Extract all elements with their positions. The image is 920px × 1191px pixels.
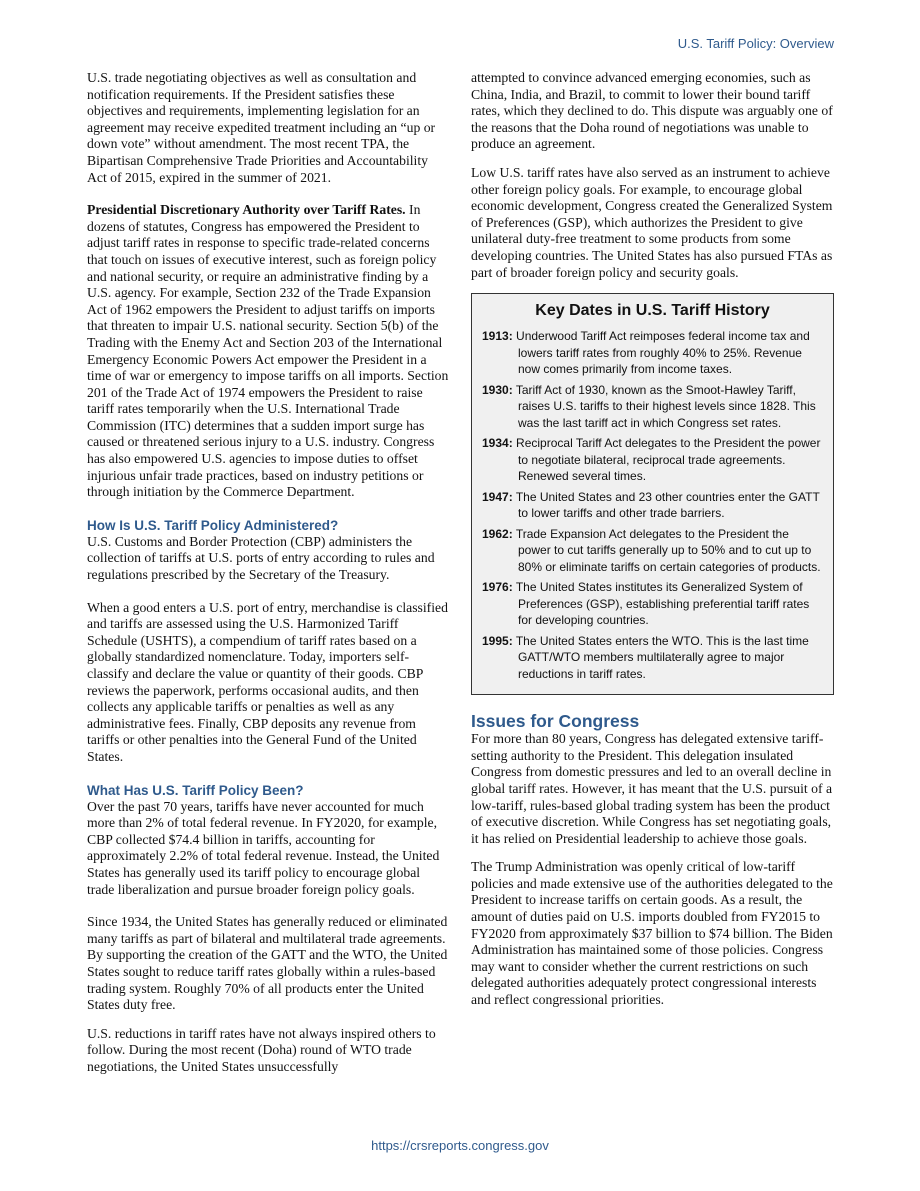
key-date-year: 1962:	[482, 526, 513, 541]
heading-administered: How Is U.S. Tariff Policy Administered?	[87, 517, 339, 533]
paragraph-cbp: U.S. Customs and Border Protection (CBP) administers the collection of tariffs at U.S. ports of entry according to rules and regulations prescribed by the Secretary of the Treasury.	[87, 533, 435, 583]
key-date-text: Underwood Tariff Act reimposes federal income tax and lowers tariff rates from roughly 40% to 25%. Revenue now comes primarily from income taxes.	[516, 329, 810, 377]
key-date-item	[482, 489, 823, 522]
paragraph-delegation: For more than 80 years, Congress has delegated extensive tariff-setting authority to the President. This delegation insulated Congress from domestic pressures and led to an overall decline in global tariff rates. However, it has meant that the U.S. pursuit of a low-tariff, rules-based global trading system has been the product of executive discretion. While Congress has set negotiating goals, it has relied on Presidential leadership to achieve those goals.	[471, 731, 833, 846]
key-date-year: 1976:	[482, 580, 513, 595]
key-date-item	[482, 435, 823, 485]
key-date-text: The United States and 23 other countries enter the GATT to lower tariffs and other trade barriers.	[515, 489, 820, 521]
key-date-year: 1995:	[482, 633, 513, 648]
heading-policy-been: What Has U.S. Tariff Policy Been?	[87, 782, 304, 798]
key-date-text: Tariff Act of 1930, known as the Smoot-Hawley Tariff, raises U.S. tariffs to their highest levels since 1828. This was the last tariff act in which Congress set rates.	[515, 382, 816, 430]
running-header: U.S. Tariff Policy: Overview	[677, 36, 834, 51]
key-date-text: Reciprocal Tariff Act delegates to the President the power to negotiate bilateral, reciprocal trade agreements. Renewed several times.	[516, 436, 821, 484]
paragraph-doha: attempted to convince advanced emerging economies, such as China, India, and Brazil, to commit to lower their bound tariff rates, which they declined to do. This dispute was arguably one of the reasons that the Doha round of negotiations was unable to produce an agreement.	[471, 70, 833, 152]
key-dates-title: Key Dates in U.S. Tariff History	[535, 302, 770, 320]
left-column	[87, 70, 450, 1087]
discretionary-authority-lead: Presidential Discretionary Authority over Tariff Rates.	[87, 202, 406, 218]
heading-issues-for-congress: Issues for Congress	[471, 711, 640, 732]
paragraph-reductions: U.S. reductions in tariff rates have not always inspired others to follow. During the most recent (Doha) round of WTO trade negotiations, the United States unsuccessfully	[87, 1025, 436, 1074]
key-date-year: 1930:	[482, 382, 513, 397]
key-date-text: The United States institutes its Generalized System of Preferences (GSP), establishing preferential tariff rates for developing countries.	[515, 580, 810, 628]
paragraph-since-1934: Since 1934, the United States has generally reduced or eliminated many tariffs as part of bilateral and multilateral trade agreements. By supporting the creation of the GATT and the WTO, the United States sought to reduce tariff rates globally within a rules-based trading system. Roughly 70% of all products enter the United States duty free.	[87, 914, 448, 1013]
paragraph-tpa: U.S. trade negotiating objectives as well as consultation and notification requirements. If the President satisfies these objectives and requirements, implementing legislation for an agreement may receive expedited treatment including an “up or down vote” without amendment. The most recent TPA, the Bipartisan Comprehensive Trade Priorities and Accountability Act of 2015, expired in the summer of 2021.	[87, 70, 436, 185]
key-date-year: 1947:	[482, 489, 513, 504]
paragraph-trump-administration: The Trump Administration was openly critical of low-tariff policies and made extensive use of the authorities delegated to the President to increase tariffs on certain goods. As a result, the amount of duties paid on U.S. imports doubled from FY2015 to FY2020 from approximately $37 billion to $74 billion. The Biden Administration has maintained some of those policies. Congress may want to consider whether the current restrictions on such delegated authorities adequately protect congressional interests and reflect congressional priorities.	[471, 859, 833, 1008]
footer-url-link[interactable]: https://crsreports.congress.gov	[371, 1138, 549, 1153]
key-date-item	[482, 579, 823, 629]
key-date-item	[482, 526, 823, 576]
key-date-item	[482, 633, 823, 683]
key-dates-box	[471, 293, 834, 695]
key-date-text: Trade Expansion Act delegates to the President the power to cut tariffs generally up to 50% and to cut up to 80% or eliminate tariffs on certain categories of products.	[515, 526, 821, 574]
paragraph-discretionary-authority	[87, 202, 450, 501]
key-date-text: The United States enters the WTO. This is the last time GATT/WTO members multilaterally agree to major reductions in tariff rates.	[515, 633, 809, 681]
paragraph-port-of-entry: When a good enters a U.S. port of entry, merchandise is classified and tariffs are assessed using the U.S. Harmonized Tariff Schedule (USHTS), a compendium of tariff rates based on a globally standardized nomenclature. Today, importers self-classify and declare the value or quantity of their goods. CBP reviews the paperwork, performs occasional audits, and then collects any applicable tariffs or penalties as well as any administrative fees. Finally, CBP deposits any revenue from tariffs or other penalties into the General Fund of the United States.	[87, 599, 448, 764]
key-date-item	[482, 328, 823, 378]
right-column	[471, 70, 834, 1021]
key-date-year: 1913:	[482, 329, 513, 344]
key-date-year: 1934:	[482, 436, 513, 451]
discretionary-authority-body: In dozens of statutes, Congress has empowered the President to adjust tariff rates in response to specific trade-related concerns that touch on issues of executive interest, such as foreign policy and national security, or require an administrative finding by a U.S. agency. For example, Section 232 of the Trade Expansion Act of 1962 empowers the President to adjust tariffs on imports that threaten to impair U.S. national security. Section 5(b) of the Trading with the Enemy Act and Section 203 of the International Emergency Economic Powers Act empower the President in a time of war or emergency to impose tariffs on all imports. Section 201 of the Trade Act of 1974 empowers the President to raise tariff rates temporarily when the U.S. International Trade Commission (ITC) determines that a sudden import surge has caused or threatened serious injury to a U.S. industry. Congress has also empowered U.S. agencies to impose duties to offset injurious unfair trade practices, based on industry petitions or through initiation by the Commerce Department.	[87, 202, 449, 500]
paragraph-foreign-policy: Low U.S. tariff rates have also served as an instrument to achieve other foreign policy goals. For example, to encourage global economic development, Congress created the Generalized System of Preferences (GSP), which authorizes the President to give unilateral duty-free treatment to some products from some developing countries. The United States has also pursued FTAs as part of broader foreign policy and security goals.	[471, 164, 833, 280]
key-date-item	[482, 382, 823, 432]
paragraph-federal-revenue: Over the past 70 years, tariffs have never accounted for much more than 2% of total federal revenue. In FY2020, for example, CBP collected $74.4 billion in tariffs, accounting for approximately 2.2% of total federal revenue. Instead, the United States has generally used its tariff policy to encourage global trade liberalization and pursue broader foreign policy goals.	[87, 798, 440, 897]
